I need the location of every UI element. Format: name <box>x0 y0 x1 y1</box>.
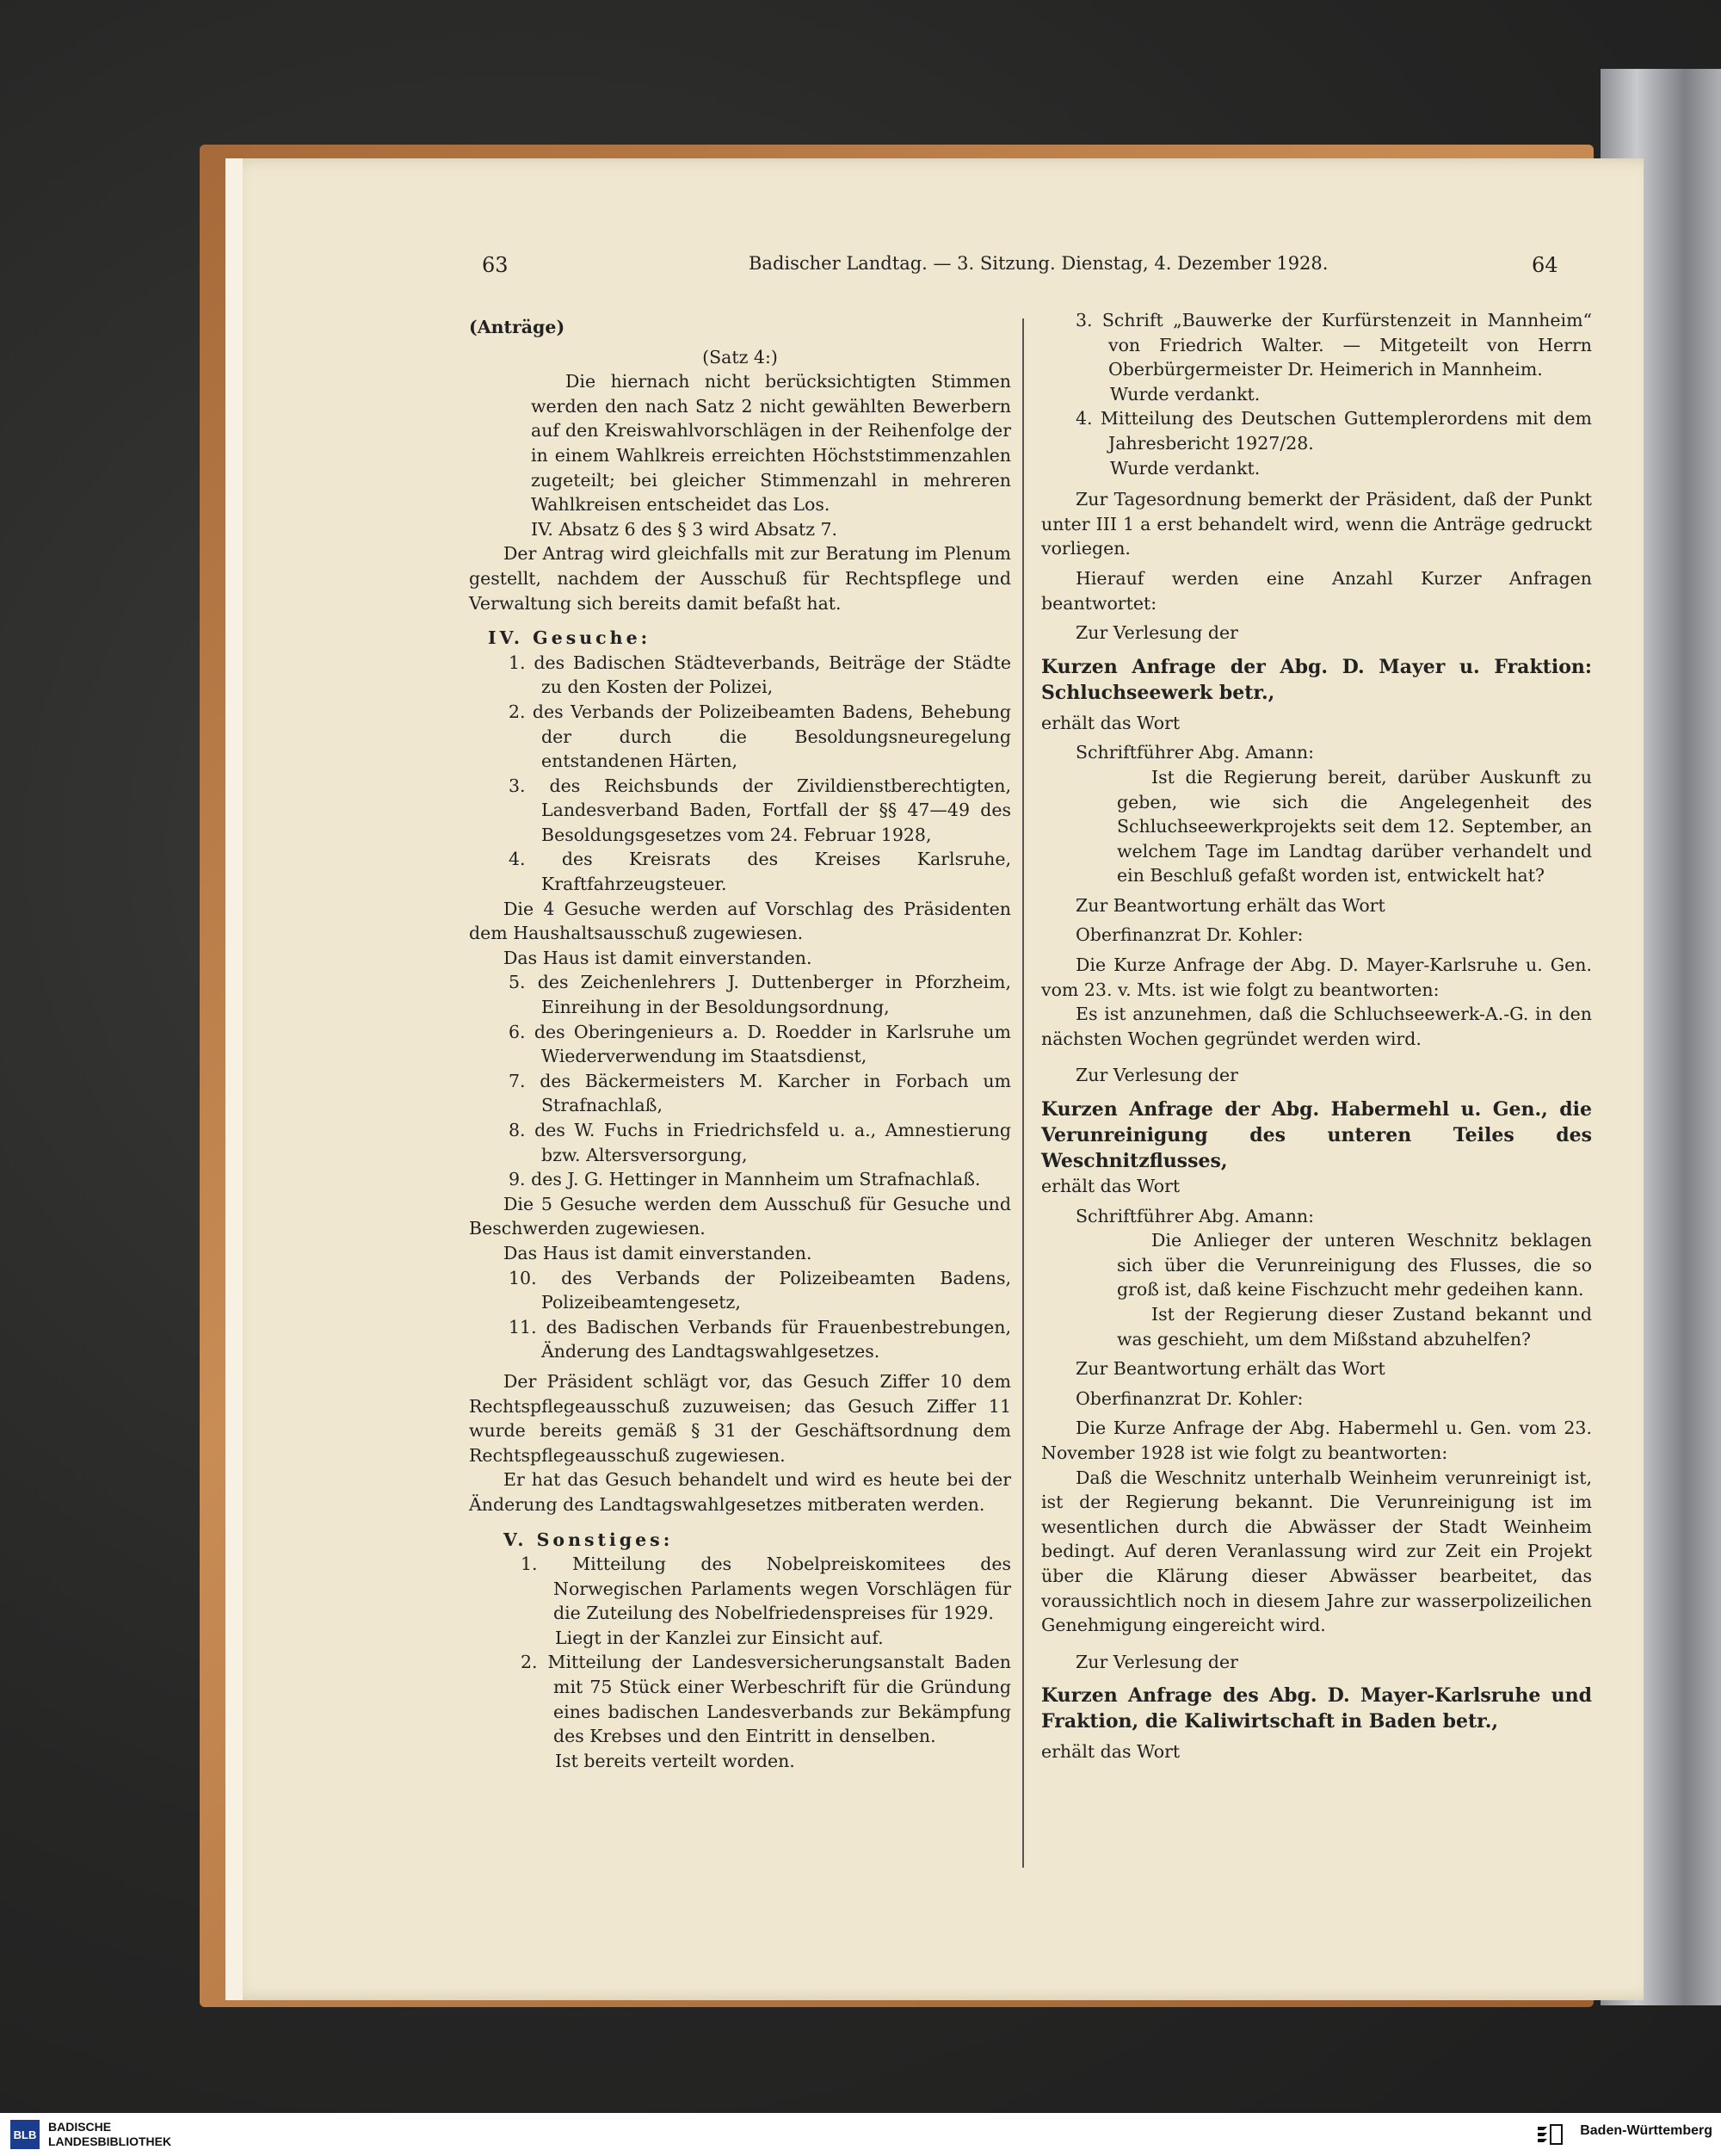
list-item: 3. Schrift „Bauwerke der Kurfürstenzeit in Mannheim“ von Friedrich Walter. — Mitgeteilt von Herrn Oberbürgermeister Dr. Heimerich in Mannheim. <box>1076 310 1592 380</box>
zur-verlesung-2: Zur Verlesung der <box>1076 1065 1238 1086</box>
erhaelt-2: erhält das Wort <box>1041 1176 1181 1197</box>
items-3-4 <box>1041 308 1592 480</box>
er-note: Er hat das Gesuch behandelt und wird es heute bei der Änderung des Landtagswahlgesetzes mitberaten werden. <box>469 1469 1011 1515</box>
list-item: 8. des W. Fuchs in Friedrichsfeld u. a., Amnestierung bzw. Altersversorgung, <box>509 1120 1011 1165</box>
list-item: 4. Mitteilung des Deutschen Guttemplerordens mit dem Jahresbericht 1927/28. <box>1076 408 1592 454</box>
schriftfuehrer-2: Schriftführer Abg. Amann: <box>1076 1205 1315 1226</box>
column-divider <box>1022 318 1024 1868</box>
right-page-number: 64 <box>1532 253 1558 277</box>
list-item: 10. des Verbands der Polizeibeamten Badens, Polizeibeamtengesetz, <box>509 1267 1011 1313</box>
sonstiges-heading: V. Sonstiges: <box>503 1529 674 1550</box>
list-item: 4. des Kreisrats des Kreises Karlsruhe, Kraftfahrzeugsteuer. <box>509 849 1011 895</box>
antrag-paragraph: Der Antrag wird gleichfalls mit zur Beratung im Plenum gestellt, nachdem der Ausschuß für Rechtspflege und Verwaltung sich bereits damit befaßt hat. <box>469 543 1011 614</box>
frage-2a: Die Anlieger der unteren Weschnitz beklagen sich über die Verunreinigung des Flusses, die so groß ist, daß keine Fischzucht mehr gedeihen kann. <box>1117 1230 1592 1300</box>
page-inner-edge <box>225 158 243 2000</box>
beantwortung-1: Zur Beantwortung erhält das Wort <box>1076 894 1385 916</box>
sonstiges-1-note: Liegt in der Kanzlei zur Einsicht auf. <box>555 1627 884 1648</box>
frage-2b: Ist der Regierung dieser Zustand bekannt und was geschieht, um dem Mißstand abzuhelfen? <box>1117 1304 1592 1350</box>
blb-logo[interactable]: BLB <box>10 2120 40 2149</box>
section-tag: (Anträge) <box>469 317 565 337</box>
oberfinanzrat-2: Oberfinanzrat Dr. Kohler: <box>1076 1387 1304 1409</box>
gesuche-heading: IV. Gesuche: <box>488 627 651 649</box>
schriftfuehrer-1: Schriftführer Abg. Amann: <box>1076 742 1315 763</box>
antwort-1b: Es ist anzunehmen, daß die Schluchseewerk-A.-G. in den nächsten Wochen gegründet werden wird. <box>1041 1004 1592 1049</box>
list-item: 2. des Verbands der Polizeibeamten Badens, Behebung der durch die Besoldungsneuregelung entstandenen Härten, <box>509 701 1011 772</box>
gesuche-a-note: Die 4 Gesuche werden auf Vorschlag des Präsidenten dem Haushaltsausschuß zugewiesen. <box>469 898 1011 944</box>
zur-verlesung-1: Zur Verlesung der <box>1076 622 1238 644</box>
satz-text: Die hiernach nicht berücksichtigten Stimmen werden den nach Satz 2 nicht gewählten Bewerbern auf den Kreiswahlvorschlägen in der Reihenfolge der in einem Wahlkreis erreichten Höchststimmenzahlen zugeteilt; bei gleicher Stimmenzahl in mehreren Wahlkreisen entscheidet das Los. <box>531 371 1011 516</box>
viewer-footer <box>0 2113 1721 2156</box>
left-page-number: 63 <box>482 253 509 277</box>
beantwortung-2: Zur Beantwortung erhält das Wort <box>1076 1358 1385 1380</box>
erhaelt-3: erhält das Wort <box>1041 1741 1181 1763</box>
running-header: Badischer Landtag. — 3. Sitzung. Dienstag, 4. Dezember 1928. <box>749 253 1329 274</box>
anfrage-1-title: Kurzen Anfrage der Abg. D. Mayer u. Fraktion: Schluchseewerk betr., <box>1041 655 1592 704</box>
list-item: 1. Mitteilung des Nobelpreiskomitees des Norwegischen Parlaments wegen Vorschlägen für die Zuteilung des Nobelfriedenspreises für 1929. <box>521 1554 1011 1624</box>
haus-agreement-1: Das Haus ist damit einverstanden. <box>503 947 812 968</box>
sonstiges-2-note: Ist bereits verteilt worden. <box>555 1750 795 1771</box>
anfrage-3-title: Kurzen Anfrage des Abg. D. Mayer-Karlsruhe und Fraktion, die Kaliwirtschaft in Baden betr., <box>1041 1684 1592 1733</box>
left-column <box>469 315 1011 1773</box>
gesuche-list-a <box>469 651 1011 897</box>
gesuche-b-note: Die 5 Gesuche werden dem Ausschuß für Gesuche und Beschwerden zugewiesen. <box>469 1193 1011 1239</box>
gesuche-list-c <box>469 1266 1011 1364</box>
list-item: 9. des J. G. Hettinger in Mannheim um Strafnachlaß. <box>509 1169 981 1190</box>
frage-1: Ist die Regierung bereit, darüber Auskunft zu geben, wie sich die Angelegenheit des Schluchseewerkprojekts seit dem 12. September, an welchem Tage im Landtag darüber verhandelt und ein Beschluß gefaßt worden ist, entwickelt hat? <box>1117 766 1592 886</box>
erhaelt-1: erhält das Wort <box>1041 712 1181 733</box>
item3-note: Wurde verdankt. <box>1110 383 1261 405</box>
library-line-1: BADISCHE <box>48 2120 112 2134</box>
library-line-2: LANDESBIBLIOTHEK <box>48 2134 172 2148</box>
right-column <box>1041 308 1592 1764</box>
item4-note: Wurde verdankt. <box>1110 457 1261 479</box>
satz-label: (Satz 4:) <box>702 346 778 368</box>
list-item: 7. des Bäckermeisters M. Karcher in Forbach um Strafnachlaß, <box>509 1070 1011 1116</box>
list-item: 3. des Reichsbunds der Zivildienstberechtigten, Landesverband Baden, Fortfall der §§ 47—49 des Besoldungsgesetzes vom 24. Februar 1928, <box>509 775 1011 845</box>
library-name <box>48 2120 171 2149</box>
state-name[interactable]: Baden-Württemberg <box>1580 2123 1712 2138</box>
absatz-line: IV. Absatz 6 des § 3 wird Absatz 7. <box>531 518 838 540</box>
haus-agreement-2: Das Haus ist damit einverstanden. <box>503 1242 812 1263</box>
praesident-note: Der Präsident schlägt vor, das Gesuch Ziffer 10 dem Rechtspflegeausschuß zuzuweisen; das Gesuch Ziffer 11 wurde bereits gemäß § 31 der Geschäftsordnung dem Rechtspflegeausschuß zugewiesen. <box>469 1370 1011 1466</box>
antwort-2b: Daß die Weschnitz unterhalb Weinheim verunreinigt ist, ist der Regierung bekannt. Die Verunreinigung ist im wesentlichen durch die Abwässer der Stadt Weinheim bedingt. Auf deren Veranlassung wird zur Zeit ein Projekt über die Klärung dieser Abwässer bearbeitet, das voraussichtlich noch in diesem Jahre zur wasserpolizeilichen Genehmigung eingereicht wird. <box>1041 1467 1592 1636</box>
list-item: 1. des Badischen Städteverbands, Beiträge der Städte zu den Kosten der Polizei, <box>509 652 1011 698</box>
tagesordnung-note: Zur Tagesordnung bemerkt der Präsident, daß der Punkt unter III 1 a erst behandelt wird, wenn die Anträge gedruckt vorliegen. <box>1041 489 1592 559</box>
list-item: 6. des Oberingenieurs a. D. Roedder in Karlsruhe um Wiederverwendung im Staatsdienst, <box>509 1021 1011 1067</box>
zur-verlesung-3: Zur Verlesung der <box>1076 1651 1238 1672</box>
oberfinanzrat-1: Oberfinanzrat Dr. Kohler: <box>1076 924 1304 946</box>
antwort-2a: Die Kurze Anfrage der Abg. Habermehl u. Gen. vom 23. November 1928 ist wie folgt zu beantworten: <box>1041 1418 1592 1463</box>
gesuche-list-b <box>469 970 1011 1191</box>
list-item: 11. des Badischen Verbands für Frauenbestrebungen, Änderung des Landtagswahlgesetzes. <box>509 1316 1011 1362</box>
hierauf-note: Hierauf werden eine Anzahl Kurzer Anfragen beantwortet: <box>1041 567 1592 614</box>
state-coat-of-arms-icon <box>1535 2122 1564 2147</box>
list-item: 5. des Zeichenlehrers J. Duttenberger in Pforzheim, Einreihung in der Besoldungsordnung, <box>509 972 1011 1018</box>
anfrage-2-title: Kurzen Anfrage der Abg. Habermehl u. Gen., die Verunreinigung des unteren Teiles des Weschnitzflusses, <box>1041 1098 1592 1173</box>
sonstiges-list <box>469 1552 1011 1773</box>
list-item: 2. Mitteilung der Landesversicherungsanstalt Baden mit 75 Stück einer Werbeschrift für die Gründung eines badischen Landesverbands zur Bekämpfung des Krebses und den Eintritt in denselben. <box>521 1652 1011 1747</box>
antwort-1a: Die Kurze Anfrage der Abg. D. Mayer-Karlsruhe u. Gen. vom 23. v. Mts. ist wie folgt zu beantworten: <box>1041 954 1592 1000</box>
